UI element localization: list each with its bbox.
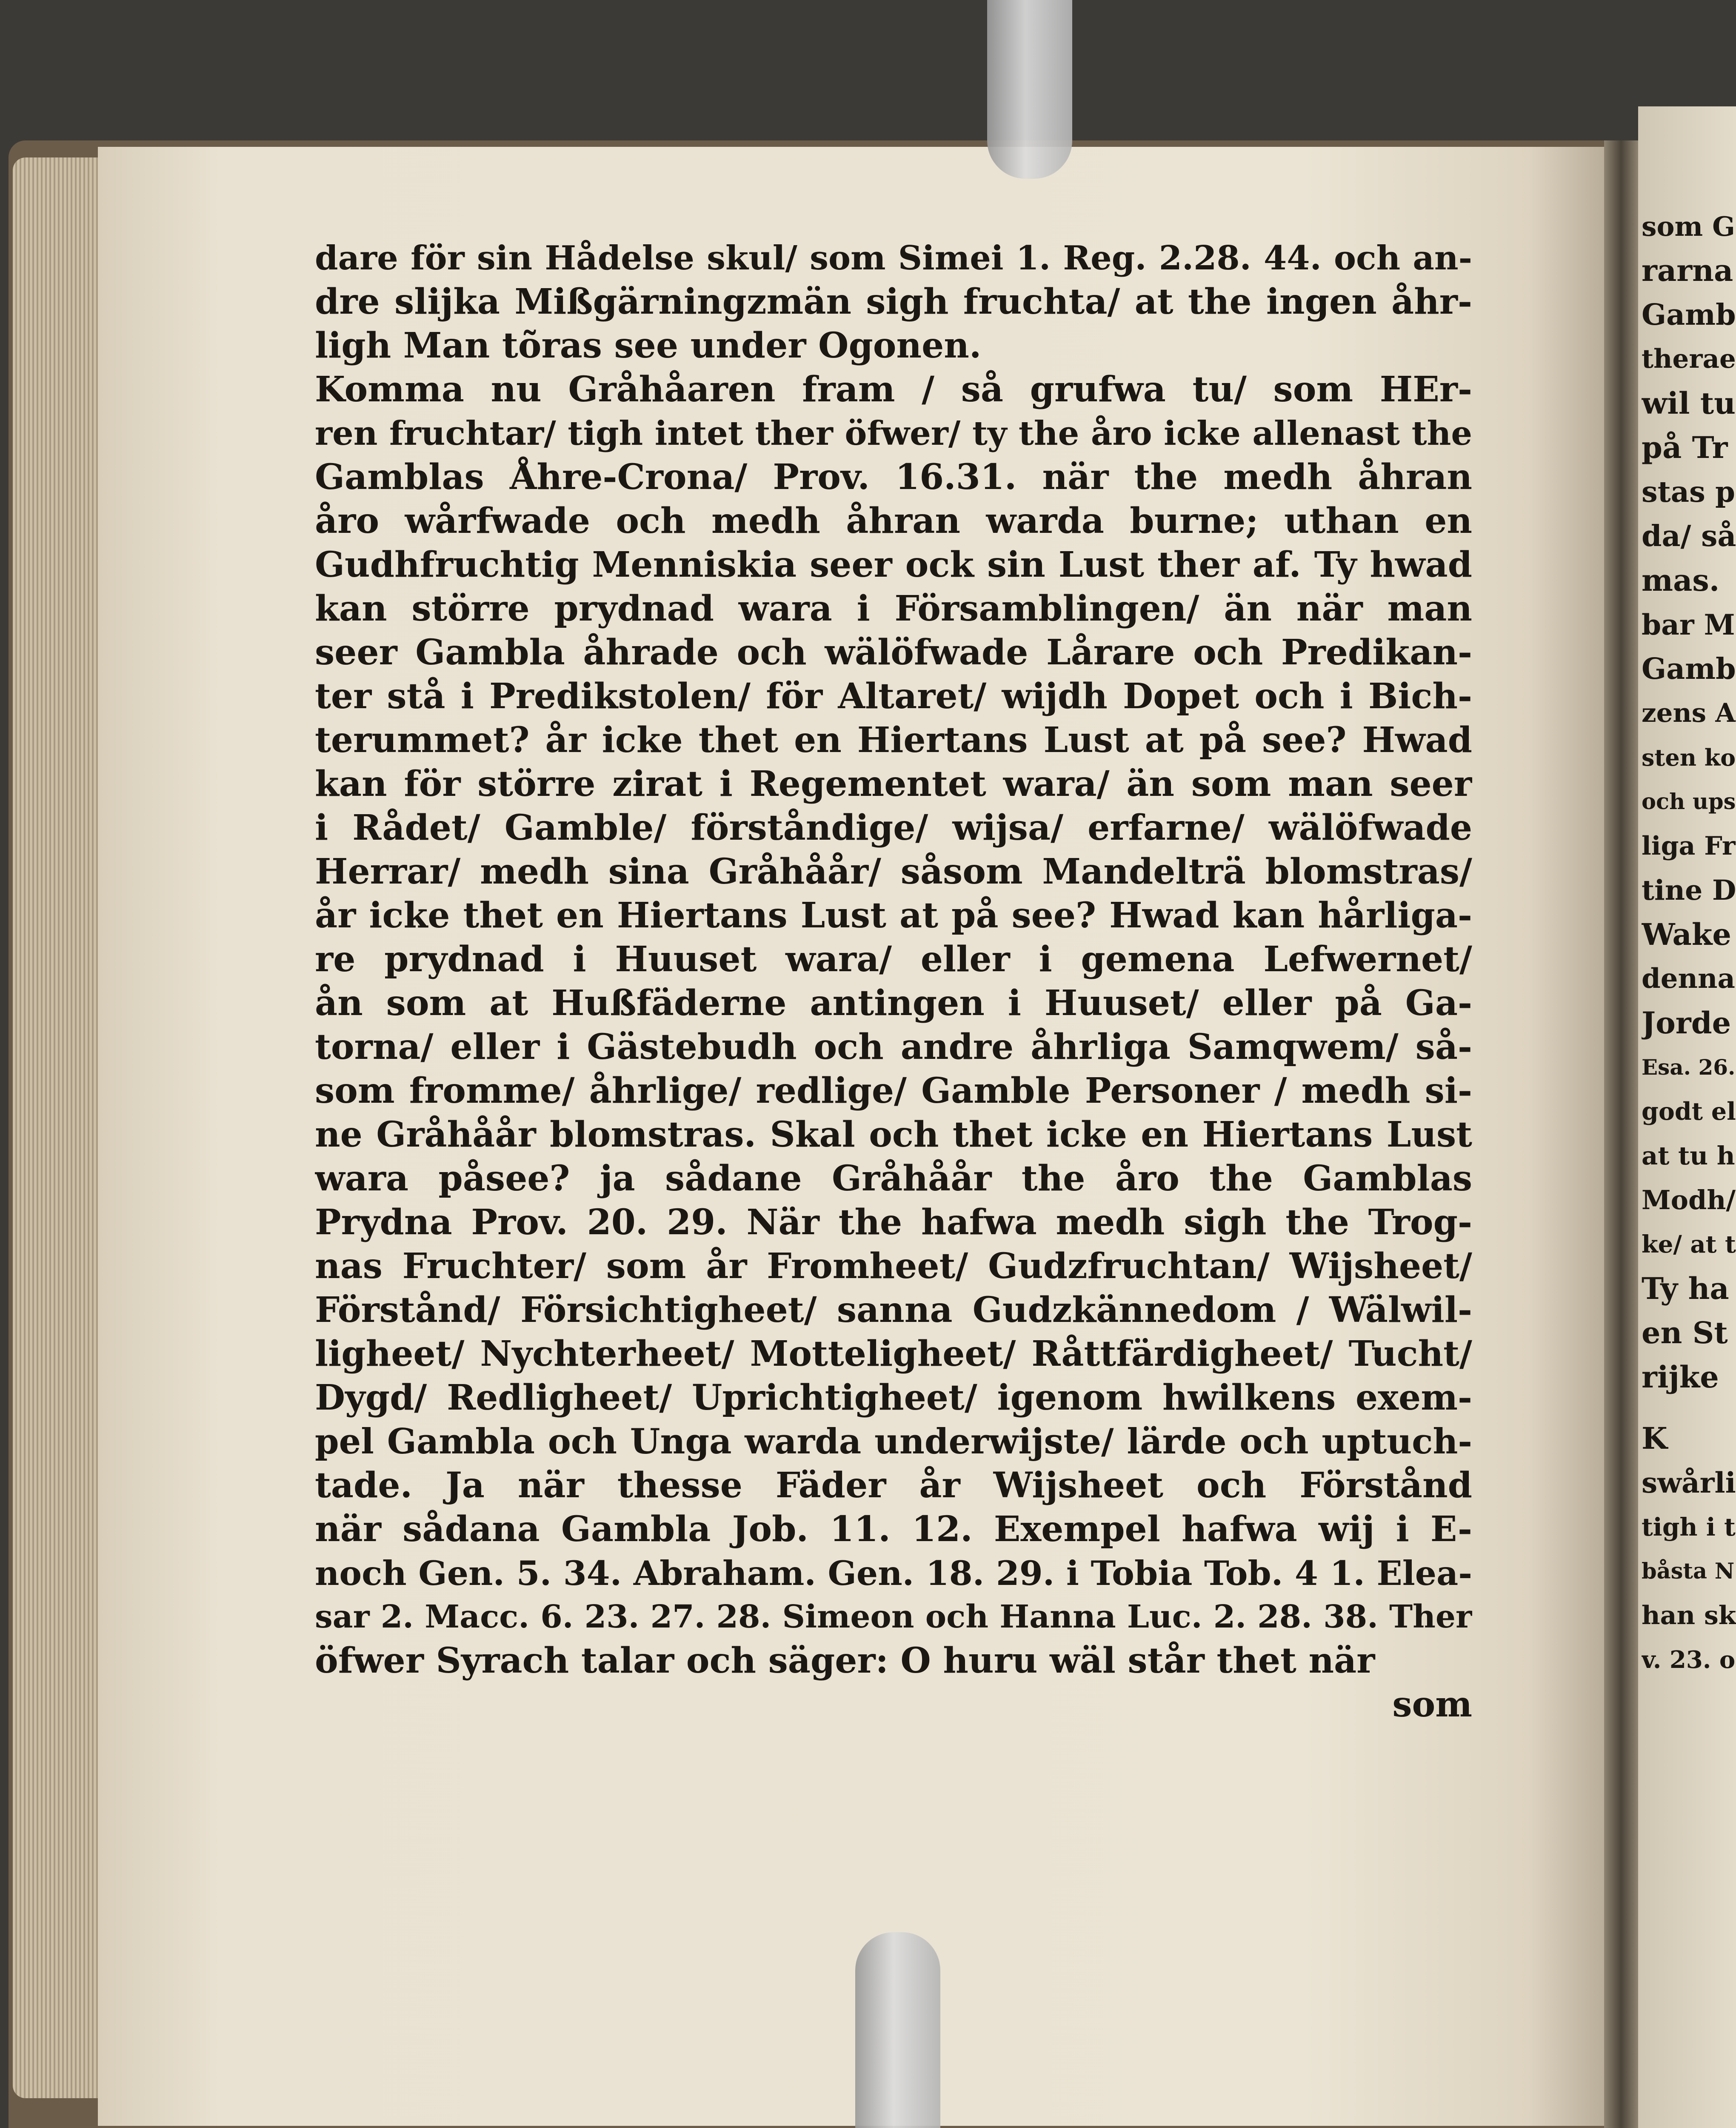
next-page-line: therae <box>1642 344 1736 374</box>
next-page-line: zens A <box>1642 698 1736 728</box>
next-page-line: Ty ha <box>1642 1271 1729 1306</box>
next-page-line: tigh i t <box>1642 1513 1736 1542</box>
text-line: wara påsee? ja sådane Gråhåår the åro the Gamblas <box>315 1158 1472 1199</box>
next-page-line: som G <box>1642 211 1735 242</box>
next-page-line: stas p <box>1642 475 1735 509</box>
text-line: ren fruchtar/ tigh intet ther öfwer/ ty the åro icke allenast the <box>315 414 1472 453</box>
text-line: kan för större zirat i Regementet wara/ än som man seer <box>315 764 1472 804</box>
text-line: torna/ eller i Gästebudh och andre åhrliga Samqwem/ så- <box>315 1027 1472 1067</box>
book-gutter <box>1604 140 1638 2128</box>
page-edges <box>13 157 111 2098</box>
text-line: dare för sin Hådelse skul/ som Simei 1. Reg. 2.28. 44. och an- <box>315 239 1472 277</box>
text-line: re prydnad i Huuset wara/ eller i gemena Lefwernet/ <box>315 939 1472 980</box>
text-line: som <box>1392 1684 1472 1725</box>
text-line: sar 2. Macc. 6. 23. 27. 28. Simeon och Hanna Luc. 2. 28. 38. Ther <box>315 1599 1472 1635</box>
next-page-line: han sk <box>1642 1601 1736 1630</box>
next-page-line: godt el <box>1642 1097 1736 1126</box>
text-line: ån som at Hußfäderne antingen i Huuset/ eller på Ga- <box>315 983 1472 1024</box>
next-page-line: Jorde <box>1642 1005 1731 1041</box>
next-page-line: rarna <box>1642 253 1733 288</box>
next-page-line: Wake <box>1642 917 1731 952</box>
next-page-line: och ups <box>1642 789 1736 815</box>
next-page-line: ke/ at t <box>1642 1230 1736 1258</box>
next-page-line: bar M <box>1642 608 1735 641</box>
next-page-line: Esa. 26. <box>1642 1055 1736 1080</box>
text-line: Gudhfruchtig Menniskia seer ock sin Lust ther af. Ty hwad <box>315 544 1472 585</box>
text-line: dre slijka Mißgärningzmän sigh fruchta/ at the ingen åhr- <box>315 281 1472 322</box>
text-line: tade. Ja när thesse Fäder år Wijsheet och Förstånd <box>315 1465 1472 1506</box>
text-line: seer Gambla åhrade och wälöfwade Lårare och Predikan- <box>315 632 1472 673</box>
next-page-line: at tu h <box>1642 1141 1735 1170</box>
text-line: Förstånd/ Försichtigheet/ sanna Gudzkännedom / Wälwil- <box>315 1290 1472 1330</box>
page-text <box>315 236 1472 1727</box>
next-page-line: tine D <box>1642 874 1736 907</box>
text-line: noch Gen. 5. 34. Abraham. Gen. 18. 29. i Tobia Tob. 4 1. Elea- <box>315 1553 1472 1593</box>
text-line: ter stå i Predikstolen/ för Altaret/ wijdh Dopet och i Bich- <box>315 676 1472 717</box>
next-page-line: liga Fr <box>1642 831 1736 861</box>
text-line: nas Fruchter/ som år Fromheet/ Gudzfruchtan/ Wijsheet/ <box>315 1246 1472 1287</box>
text-line: Gamblas Åhre-Crona/ Prov. 16.31. när the medh åhran <box>315 457 1472 498</box>
next-page-line: en St <box>1642 1315 1728 1350</box>
text-line: som fromme/ åhrlige/ redlige/ Gamble Personer / medh si- <box>315 1070 1472 1111</box>
next-page-line: wil tu <box>1642 386 1736 421</box>
next-page-line: Modh/ <box>1642 1184 1736 1216</box>
text-line: öfwer Syrach talar och säger: O huru wäl står thet när <box>315 1640 1375 1681</box>
next-page-line: sten ko <box>1642 744 1736 771</box>
text-line: terummet? år icke thet en Hiertans Lust at på see? Hwad <box>315 720 1472 761</box>
next-page-line: Gamb <box>1642 652 1736 686</box>
next-page-line: rijke <box>1642 1359 1719 1395</box>
text-line: pel Gambla och Unga warda underwijste/ lärde och uptuch- <box>315 1422 1472 1462</box>
next-page-line: da/ så <box>1642 519 1736 553</box>
next-page-line: båsta N <box>1642 1559 1735 1584</box>
text-line: Komma nu Gråhåaren fram / så grufwa tu/ som HEr- <box>315 369 1472 410</box>
text-line: Herrar/ medh sina Gråhåår/ såsom Mandelträ blomstras/ <box>315 851 1472 892</box>
next-page-line: på Tr <box>1642 430 1728 465</box>
text-line: när sådana Gambla Job. 11. 12. Exempel hafwa wij i E- <box>315 1509 1472 1550</box>
bottom-page-clip <box>855 1932 940 2128</box>
next-page-line: K <box>1642 1421 1667 1456</box>
text-line: ligh Man tõras see under Ogonen. <box>315 325 982 366</box>
top-page-clip <box>987 0 1072 179</box>
text-line: Prydna Prov. 20. 29. När the hafwa medh sigh the Trog- <box>315 1202 1472 1243</box>
text-line: i Rådet/ Gamble/ förståndige/ wijsa/ erfarne/ wälöfwade <box>315 807 1472 848</box>
next-page-line: mas. <box>1642 563 1720 598</box>
text-line: åro wårfwade och medh åhran warda burne; uthan en <box>315 501 1472 541</box>
next-page-text <box>1642 204 1736 1682</box>
text-line: år icke thet en Hiertans Lust at på see? Hwad kan hårliga- <box>315 895 1472 936</box>
next-page-line: denna <box>1642 963 1735 995</box>
next-page-line: Gamb <box>1642 298 1736 332</box>
text-line: kan större prydnad wara i Församblingen/ än när man <box>315 588 1472 629</box>
text-line: ligheet/ Nychterheet/ Motteligheet/ Råttfärdigheet/ Tucht/ <box>315 1333 1472 1374</box>
text-line: ne Gråhåår blomstras. Skal och thet icke en Hiertans Lust <box>315 1114 1472 1155</box>
next-page-line: swårli <box>1642 1466 1736 1499</box>
next-page-line: v. 23. o <box>1642 1646 1736 1674</box>
text-line: Dygd/ Redligheet/ Uprichtigheet/ igenom hwilkens exem- <box>315 1377 1472 1418</box>
